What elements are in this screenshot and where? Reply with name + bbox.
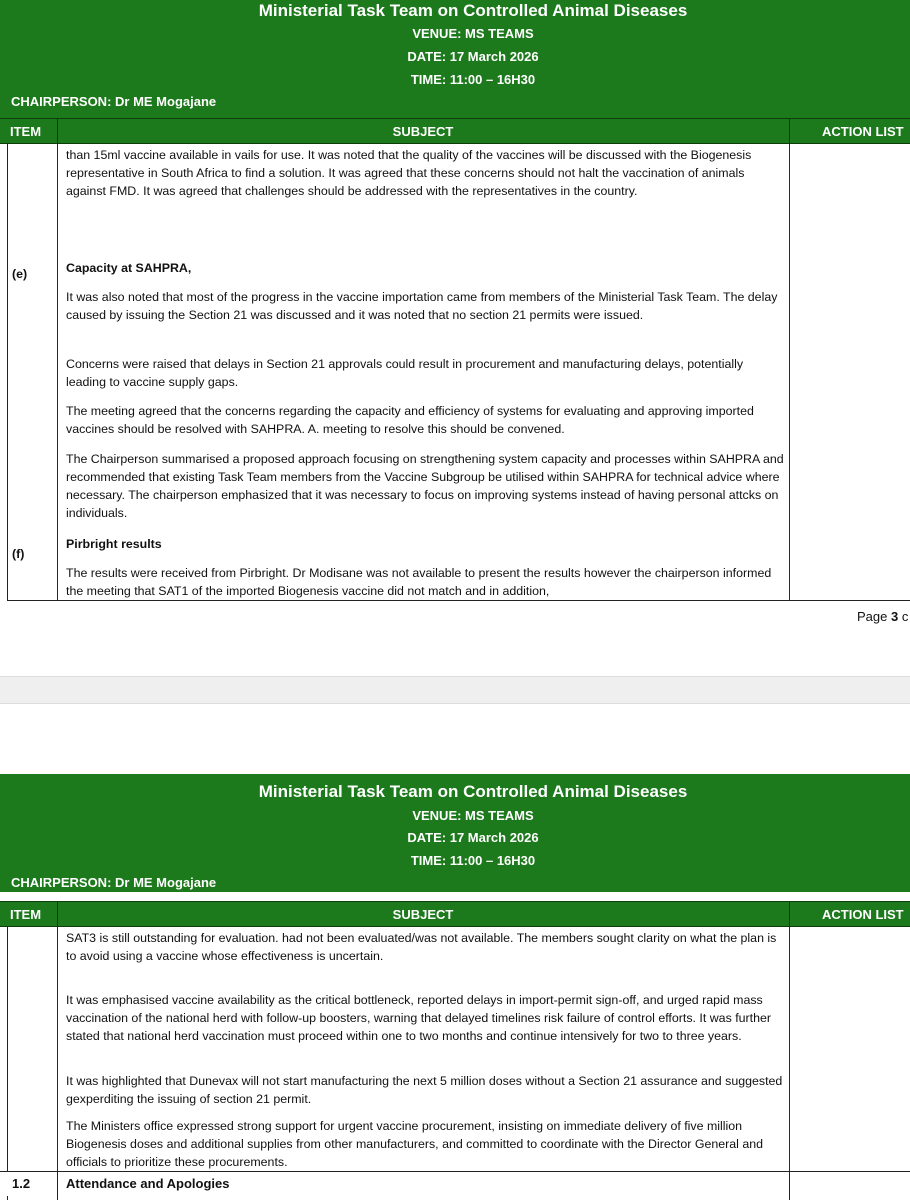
- table-border: [789, 118, 790, 601]
- section-attendance-row: [0, 1171, 910, 1196]
- table-border: [7, 600, 910, 601]
- table-border: [789, 1171, 790, 1200]
- table-border: [789, 901, 790, 1200]
- section-number: 1.2: [12, 1176, 31, 1191]
- header-chairperson: CHAIRPERSON: Dr ME Mogajane: [11, 875, 217, 890]
- section-title: Attendance and Apologies: [66, 1176, 230, 1191]
- paragraph: It was emphasised vaccine availability as the critical bottleneck, reported delays in import-permit sign-off, and urged rapid mass vaccination of the national herd with follow-up boosters, warning that delayed timelines risk failure of control efforts. It was further stated that national herd vaccination must proceed within one to two months and continue intensively for two to three years.: [66, 993, 772, 1043]
- page-header: [0, 0, 910, 118]
- page-label: Page: [857, 609, 888, 624]
- table-border: [57, 901, 58, 1200]
- header-title: Ministerial Task Team on Controlled Animal Diseases: [258, 782, 688, 801]
- heading-pirbright-results: Pirbright results: [66, 537, 162, 551]
- table-border: [7, 927, 8, 1200]
- header-date: DATE: 17 March 2026: [407, 830, 539, 845]
- item-label-f: (f): [12, 547, 25, 561]
- table-border: [57, 118, 58, 601]
- heading-capacity-sahpra: Capacity at SAHPRA,: [66, 261, 192, 275]
- column-subject: SUBJECT: [392, 124, 454, 139]
- header-time: TIME: 11:00 – 16H30: [410, 853, 536, 868]
- item-label-e: (e): [12, 267, 28, 281]
- paragraph: The Chairperson summarised a proposed approach focusing on strengthening system capacity and processes within SAHPRA and recommended that existing Task Team members from the Vaccine Subgroup be utilised within SAHPRA for technical advice where necessary. The chairperson emphasized that it was necessary to focus on improving systems instead of having personal attcks on individuals.: [66, 452, 784, 520]
- header-time: TIME: 11:00 – 16H30: [410, 72, 536, 87]
- column-action-list: ACTION LIST: [822, 124, 904, 139]
- header-venue: VENUE: MS TEAMS: [412, 26, 534, 41]
- header-chairperson: CHAIRPERSON: Dr ME Mogajane: [11, 94, 217, 109]
- column-item: ITEM: [10, 907, 42, 922]
- column-action-list: ACTION LIST: [822, 907, 904, 922]
- column-subject: SUBJECT: [392, 907, 454, 922]
- column-item: ITEM: [10, 124, 42, 139]
- paragraph: The meeting agreed that the concerns regarding the capacity and efficiency of systems for evaluating and approving imported vaccines should be resolved with SAHPRA. A. meeting to resolve this should be convened.: [66, 404, 754, 436]
- table-border: [57, 1171, 58, 1200]
- paragraph: The results were received from Pirbright. Dr Modisane was not available to present the results however the chairperson informed the meeting that SAT1 of the imported Biogenesis vaccine did not match and in addition,: [66, 566, 772, 598]
- page-separator: [0, 676, 910, 704]
- paragraph: It was also noted that most of the progress in the vaccine importation came from members of the Ministerial Task Team. The delay caused by issuing the Section 21 was discussed and it was noted that no section 21 permits were issued.: [66, 290, 778, 322]
- paragraph: SAT3 is still outstanding for evaluation. had not been evaluated/was not available. The members sought clarity on what the plan is to avoid using a vaccine whose effectiveness is uncertain.: [66, 931, 777, 963]
- header-date: DATE: 17 March 2026: [407, 49, 539, 64]
- paragraph: Concerns were raised that delays in Section 21 approvals could result in procurement and manufacturing delays, potentially leading to vaccine supply gaps.: [66, 357, 744, 389]
- header-title: Ministerial Task Team on Controlled Animal Diseases: [258, 1, 688, 20]
- paragraph: than 15ml vaccine available in vails for use. It was noted that the quality of the vaccines will be discussed with the Biogenesis representative in South Africa to find a solution. It was agreed that these concerns should not halt the vaccination of animals against FMD. It was agreed that challenges should be addressed with the representatives in the country.: [66, 148, 752, 198]
- page-number-suffix: c: [901, 609, 909, 624]
- table-column-headers: [0, 118, 910, 144]
- table-column-headers: [0, 901, 910, 927]
- header-venue: VENUE: MS TEAMS: [412, 808, 534, 823]
- paragraph: It was highlighted that Dunevax will not start manufacturing the next 5 million doses without a Section 21 assurance and suggested gexperditing the issuing of section 21 permit.: [66, 1074, 783, 1106]
- document-page-2: [0, 704, 910, 1200]
- page-number-value: 3: [891, 609, 899, 624]
- page-number: [857, 609, 908, 624]
- table-border: [7, 144, 8, 601]
- paragraph: The Ministers office expressed strong support for urgent vaccine procurement, insisting on immediate delivery of five million Biogenesis doses and additional supplies from other manufacturers, and committed to coordinate with the Director General and officials to prioritize these procurements.: [66, 1119, 764, 1169]
- page-header: [0, 774, 910, 892]
